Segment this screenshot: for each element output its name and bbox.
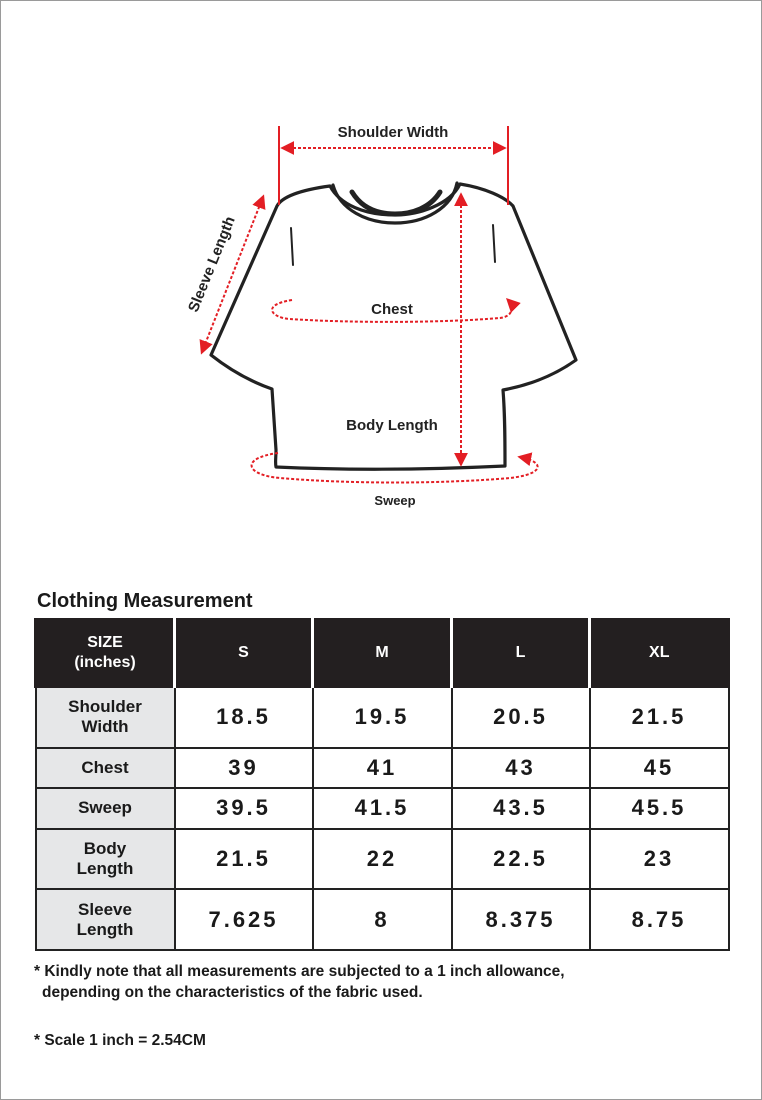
table-row-sweep [36, 788, 729, 828]
cell-value: 41 [313, 748, 452, 788]
cell-value: 39.5 [175, 788, 313, 828]
cell-value: 43 [452, 748, 590, 788]
cell-value: 18.5 [175, 687, 313, 748]
row-label [36, 829, 175, 890]
row-label-line2: Width [81, 717, 129, 737]
row-label [36, 687, 175, 748]
sweep-label: Sweep [374, 493, 416, 508]
cell-value: 43.5 [452, 788, 590, 828]
allowance-note [34, 961, 565, 1003]
row-label [36, 889, 175, 950]
scale-note: * Scale 1 inch = 2.54CM [34, 1032, 206, 1049]
chest-label: Chest [371, 301, 413, 318]
table-header-row [36, 619, 729, 687]
size-header-line2: (inches) [74, 654, 136, 671]
cell-value: 23 [590, 829, 729, 890]
size-header-line1: SIZE [87, 634, 123, 651]
body-length-label: Body Length [346, 417, 438, 434]
row-label-line2: Length [76, 858, 134, 878]
cell-value: 21.5 [590, 687, 729, 748]
row-label-line1: Sleeve [78, 899, 132, 919]
sleeve-length-label: Sleeve Length [184, 213, 239, 315]
allowance-note-line2: depending on the characteristics of the fabric used. [42, 984, 423, 1001]
size-header-s: S [175, 619, 313, 687]
cell-value: 20.5 [452, 687, 590, 748]
measurement-table [34, 618, 730, 951]
cell-value: 39 [175, 748, 313, 788]
size-header [36, 619, 175, 687]
table-row-body-length [36, 829, 729, 890]
cell-value: 8.75 [590, 889, 729, 950]
size-header-l: L [452, 619, 590, 687]
cell-value: 21.5 [175, 829, 313, 890]
cell-value: 7.625 [175, 889, 313, 950]
row-label: Sweep [36, 788, 175, 828]
table-row-shoulder-width [36, 687, 729, 748]
table-row-sleeve-length [36, 889, 729, 950]
allowance-note-line1: * Kindly note that all measurements are subjected to a 1 inch allowance, [34, 963, 565, 980]
cell-value: 45 [590, 748, 729, 788]
size-header-xl: XL [590, 619, 729, 687]
row-label: Chest [36, 748, 175, 788]
cell-value: 22 [313, 829, 452, 890]
table-row-chest [36, 748, 729, 788]
cell-value: 41.5 [313, 788, 452, 828]
shoulder-width-label: Shoulder Width [337, 124, 449, 141]
row-label-line2: Length [76, 919, 134, 939]
row-label-line1: Body [83, 838, 127, 858]
cell-value: 45.5 [590, 788, 729, 828]
row-label-line1: Shoulder [68, 697, 142, 717]
cell-value: 8.375 [452, 889, 590, 950]
table-title: Clothing Measurement [37, 590, 253, 612]
size-header-m: M [313, 619, 452, 687]
cell-value: 8 [313, 889, 452, 950]
cell-value: 22.5 [452, 829, 590, 890]
cell-value: 19.5 [313, 687, 452, 748]
